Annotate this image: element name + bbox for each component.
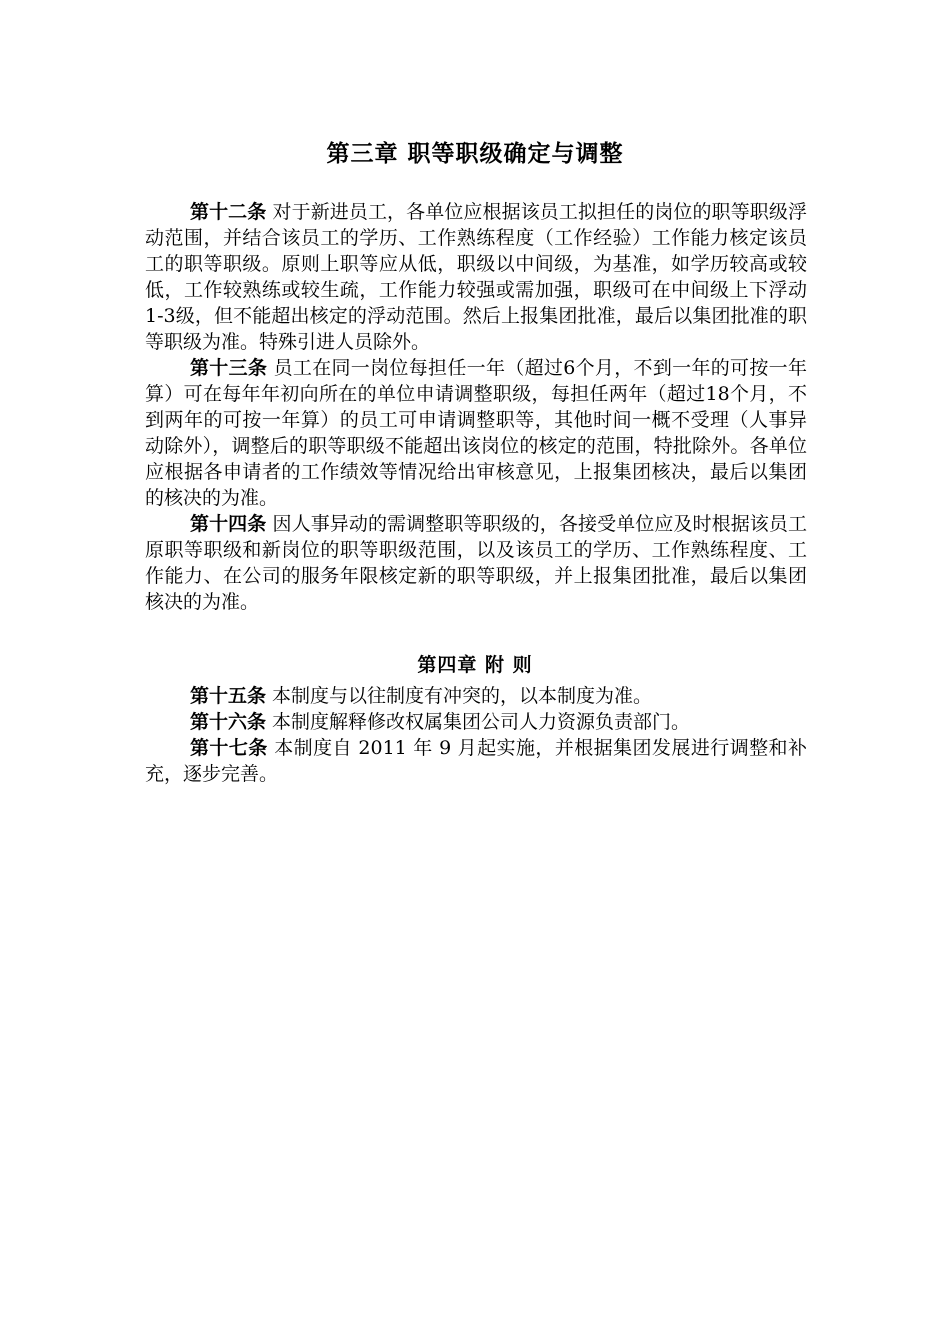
article-12 (145, 199, 807, 355)
article-14-label: 第十四条 (190, 513, 267, 535)
chapter-4-title: 第四章 附 则 (417, 654, 533, 676)
chapter-4-body (145, 683, 807, 787)
article-13-text: 员工在同一岗位每担任一年（超过6个月，不到一年的可按一年算）可在每年年初向所在的单位申请调整职级，每担任两年（超过18个月，不到两年的可按一年算）的员工可申请调整职等，其他时间一概不受理（人事异动除外），调整后的职等职级不能超出该岗位的核定的范围，特批除外。各单位应根据各申请者的工作绩效等情况给出审核意见，上报集团核决，最后以集团的核决的为准。 (145, 357, 807, 509)
article-17-text: 本制度自 2011 年 9 月起实施，并根据集团发展进行调整和补充，逐步完善。 (145, 737, 807, 785)
article-16 (145, 709, 807, 735)
article-12-label: 第十二条 (190, 201, 267, 223)
article-17 (145, 735, 807, 787)
article-12-text: 对于新进员工，各单位应根据该员工拟担任的岗位的职等职级浮动范围，并结合该员工的学历、工作熟练程度（工作经验）工作能力核定该员工的职等职级。原则上职等应从低，职级以中间级，为基准，如学历较高或较低，工作较熟练或较生疏，工作能力较强或需加强，职级可在中间级上下浮动1-3级，但不能超出核定的浮动范围。然后上报集团批准，最后以集团批准的职等职级为准。特殊引进人员除外。 (145, 201, 807, 353)
article-15 (145, 683, 807, 709)
chapter-3-title: 第三章 职等职级确定与调整 (326, 141, 624, 167)
article-14-text: 因人事异动的需调整职等职级的，各接受单位应及时根据该员工原职等职级和新岗位的职等职级范围，以及该员工的学历、工作熟练程度、工作能力、在公司的服务年限核定新的职等职级，并上报集团批准，最后以集团核决的为准。 (145, 513, 807, 613)
article-14 (145, 511, 807, 615)
article-13 (145, 355, 807, 511)
article-16-label: 第十六条 (190, 711, 267, 733)
article-16-text: 本制度解释修改权属集团公司人力资源负责部门。 (266, 711, 691, 733)
article-15-text: 本制度与以往制度有冲突的，以本制度为准。 (266, 685, 653, 707)
article-17-label: 第十七条 (190, 737, 268, 759)
article-15-label: 第十五条 (190, 685, 267, 707)
chapter-3-body (145, 199, 807, 615)
article-13-label: 第十三条 (190, 357, 268, 379)
